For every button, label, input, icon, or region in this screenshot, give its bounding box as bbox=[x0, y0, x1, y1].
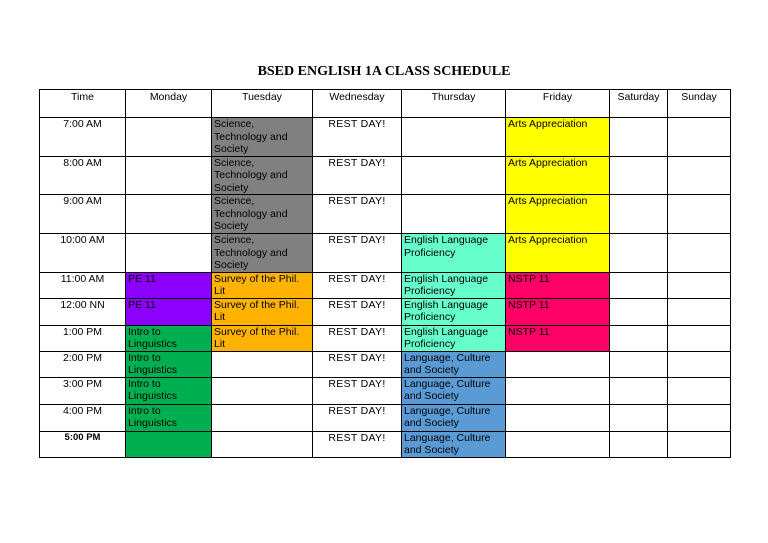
header-monday: Monday bbox=[126, 90, 212, 118]
cell-sts: Science, Technology and Society bbox=[212, 195, 313, 234]
cell-empty bbox=[212, 431, 313, 457]
cell-empty bbox=[212, 377, 313, 404]
time-cell: 4:00 PM bbox=[40, 404, 126, 431]
cell-sts: Science, Technology and Society bbox=[212, 156, 313, 195]
cell-empty bbox=[506, 404, 610, 431]
cell-intro: Intro to Linguistics bbox=[126, 351, 212, 377]
table-row bbox=[40, 195, 731, 234]
cell-empty bbox=[610, 431, 668, 457]
cell-nstp: NSTP 11 bbox=[506, 298, 610, 325]
table-row bbox=[40, 272, 731, 298]
cell-english: English Language Proficiency bbox=[402, 272, 506, 298]
cell-rest-day: REST DAY! bbox=[313, 377, 402, 404]
time-cell: 11:00 AM bbox=[40, 272, 126, 298]
cell-arts: Arts Appreciation bbox=[506, 234, 610, 273]
cell-empty bbox=[402, 118, 506, 157]
cell-intro: Intro to Linguistics bbox=[126, 377, 212, 404]
cell-rest-day: REST DAY! bbox=[313, 272, 402, 298]
cell-rest-day: REST DAY! bbox=[313, 431, 402, 457]
cell-empty bbox=[668, 431, 731, 457]
header-thursday: Thursday bbox=[402, 90, 506, 118]
cell-survey: Survey of the Phil. Lit bbox=[212, 298, 313, 325]
table-row bbox=[40, 351, 731, 377]
time-cell: 5:00 PM bbox=[40, 431, 126, 457]
header-wednesday: Wednesday bbox=[313, 90, 402, 118]
header-friday: Friday bbox=[506, 90, 610, 118]
cell-lcs: Language, Culture and Society bbox=[402, 431, 506, 457]
table-row bbox=[40, 431, 731, 457]
cell-empty bbox=[402, 156, 506, 195]
cell-empty bbox=[506, 351, 610, 377]
cell-empty bbox=[668, 156, 731, 195]
page-title: BSED ENGLISH 1A CLASS SCHEDULE bbox=[257, 64, 511, 79]
time-cell: 8:00 AM bbox=[40, 156, 126, 195]
cell-english: English Language Proficiency bbox=[402, 298, 506, 325]
cell-intro: Intro to Linguistics bbox=[126, 404, 212, 431]
cell-empty bbox=[668, 234, 731, 273]
cell-pe: PE 11 bbox=[126, 298, 212, 325]
cell-intro: Intro to Linguistics bbox=[126, 325, 212, 351]
cell-rest-day: REST DAY! bbox=[313, 118, 402, 157]
cell-arts: Arts Appreciation bbox=[506, 195, 610, 234]
cell-lcs: Language, Culture and Society bbox=[402, 377, 506, 404]
table-row bbox=[40, 156, 731, 195]
cell-arts: Arts Appreciation bbox=[506, 156, 610, 195]
cell-empty bbox=[668, 195, 731, 234]
cell-empty bbox=[506, 431, 610, 457]
cell-empty bbox=[668, 325, 731, 351]
cell-arts: Arts Appreciation bbox=[506, 118, 610, 157]
header-time: Time bbox=[40, 90, 126, 118]
cell-empty bbox=[126, 234, 212, 273]
time-cell: 12:00 NN bbox=[40, 298, 126, 325]
table-row bbox=[40, 118, 731, 157]
cell-english: English Language Proficiency bbox=[402, 234, 506, 273]
cell-empty bbox=[610, 234, 668, 273]
table-row bbox=[40, 234, 731, 273]
cell-lcs: Language, Culture and Society bbox=[402, 404, 506, 431]
table-row bbox=[40, 377, 731, 404]
cell-survey: Survey of the Phil. Lit bbox=[212, 325, 313, 351]
cell-empty bbox=[610, 377, 668, 404]
cell-rest-day: REST DAY! bbox=[313, 156, 402, 195]
cell-rest-day: REST DAY! bbox=[313, 404, 402, 431]
time-cell: 1:00 PM bbox=[40, 325, 126, 351]
time-cell: 7:00 AM bbox=[40, 118, 126, 157]
cell-english: English Language Proficiency bbox=[402, 325, 506, 351]
cell-empty bbox=[610, 298, 668, 325]
header-sunday: Sunday bbox=[668, 90, 731, 118]
time-cell: 2:00 PM bbox=[40, 351, 126, 377]
cell-rest-day: REST DAY! bbox=[313, 325, 402, 351]
header-row bbox=[40, 90, 731, 118]
cell-empty bbox=[668, 298, 731, 325]
cell-empty bbox=[668, 404, 731, 431]
cell-empty bbox=[402, 195, 506, 234]
cell-pe: PE 11 bbox=[126, 272, 212, 298]
header-saturday: Saturday bbox=[610, 90, 668, 118]
cell-empty bbox=[212, 404, 313, 431]
cell-empty bbox=[668, 377, 731, 404]
cell-intro-empty bbox=[126, 431, 212, 457]
table-row bbox=[40, 298, 731, 325]
cell-empty bbox=[126, 195, 212, 234]
cell-rest-day: REST DAY! bbox=[313, 298, 402, 325]
cell-rest-day: REST DAY! bbox=[313, 234, 402, 273]
cell-nstp: NSTP 11 bbox=[506, 325, 610, 351]
cell-empty bbox=[610, 118, 668, 157]
cell-empty bbox=[610, 325, 668, 351]
schedule-table bbox=[39, 89, 731, 458]
cell-empty bbox=[610, 156, 668, 195]
cell-empty bbox=[610, 404, 668, 431]
cell-empty bbox=[610, 351, 668, 377]
table-row bbox=[40, 404, 731, 431]
cell-lcs: Language, Culture and Society bbox=[402, 351, 506, 377]
cell-empty bbox=[610, 272, 668, 298]
time-cell: 3:00 PM bbox=[40, 377, 126, 404]
cell-empty bbox=[668, 351, 731, 377]
time-cell: 10:00 AM bbox=[40, 234, 126, 273]
cell-empty bbox=[126, 156, 212, 195]
cell-rest-day: REST DAY! bbox=[313, 195, 402, 234]
cell-empty bbox=[212, 351, 313, 377]
cell-empty bbox=[610, 195, 668, 234]
cell-sts: Science, Technology and Society bbox=[212, 234, 313, 273]
cell-survey: Survey of the Phil. Lit bbox=[212, 272, 313, 298]
cell-sts: Science, Technology and Society bbox=[212, 118, 313, 157]
cell-nstp: NSTP 11 bbox=[506, 272, 610, 298]
header-tuesday: Tuesday bbox=[212, 90, 313, 118]
cell-empty bbox=[668, 118, 731, 157]
table-row bbox=[40, 325, 731, 351]
cell-rest-day: REST DAY! bbox=[313, 351, 402, 377]
cell-empty bbox=[506, 377, 610, 404]
cell-empty bbox=[668, 272, 731, 298]
time-cell: 9:00 AM bbox=[40, 195, 126, 234]
cell-empty bbox=[126, 118, 212, 157]
